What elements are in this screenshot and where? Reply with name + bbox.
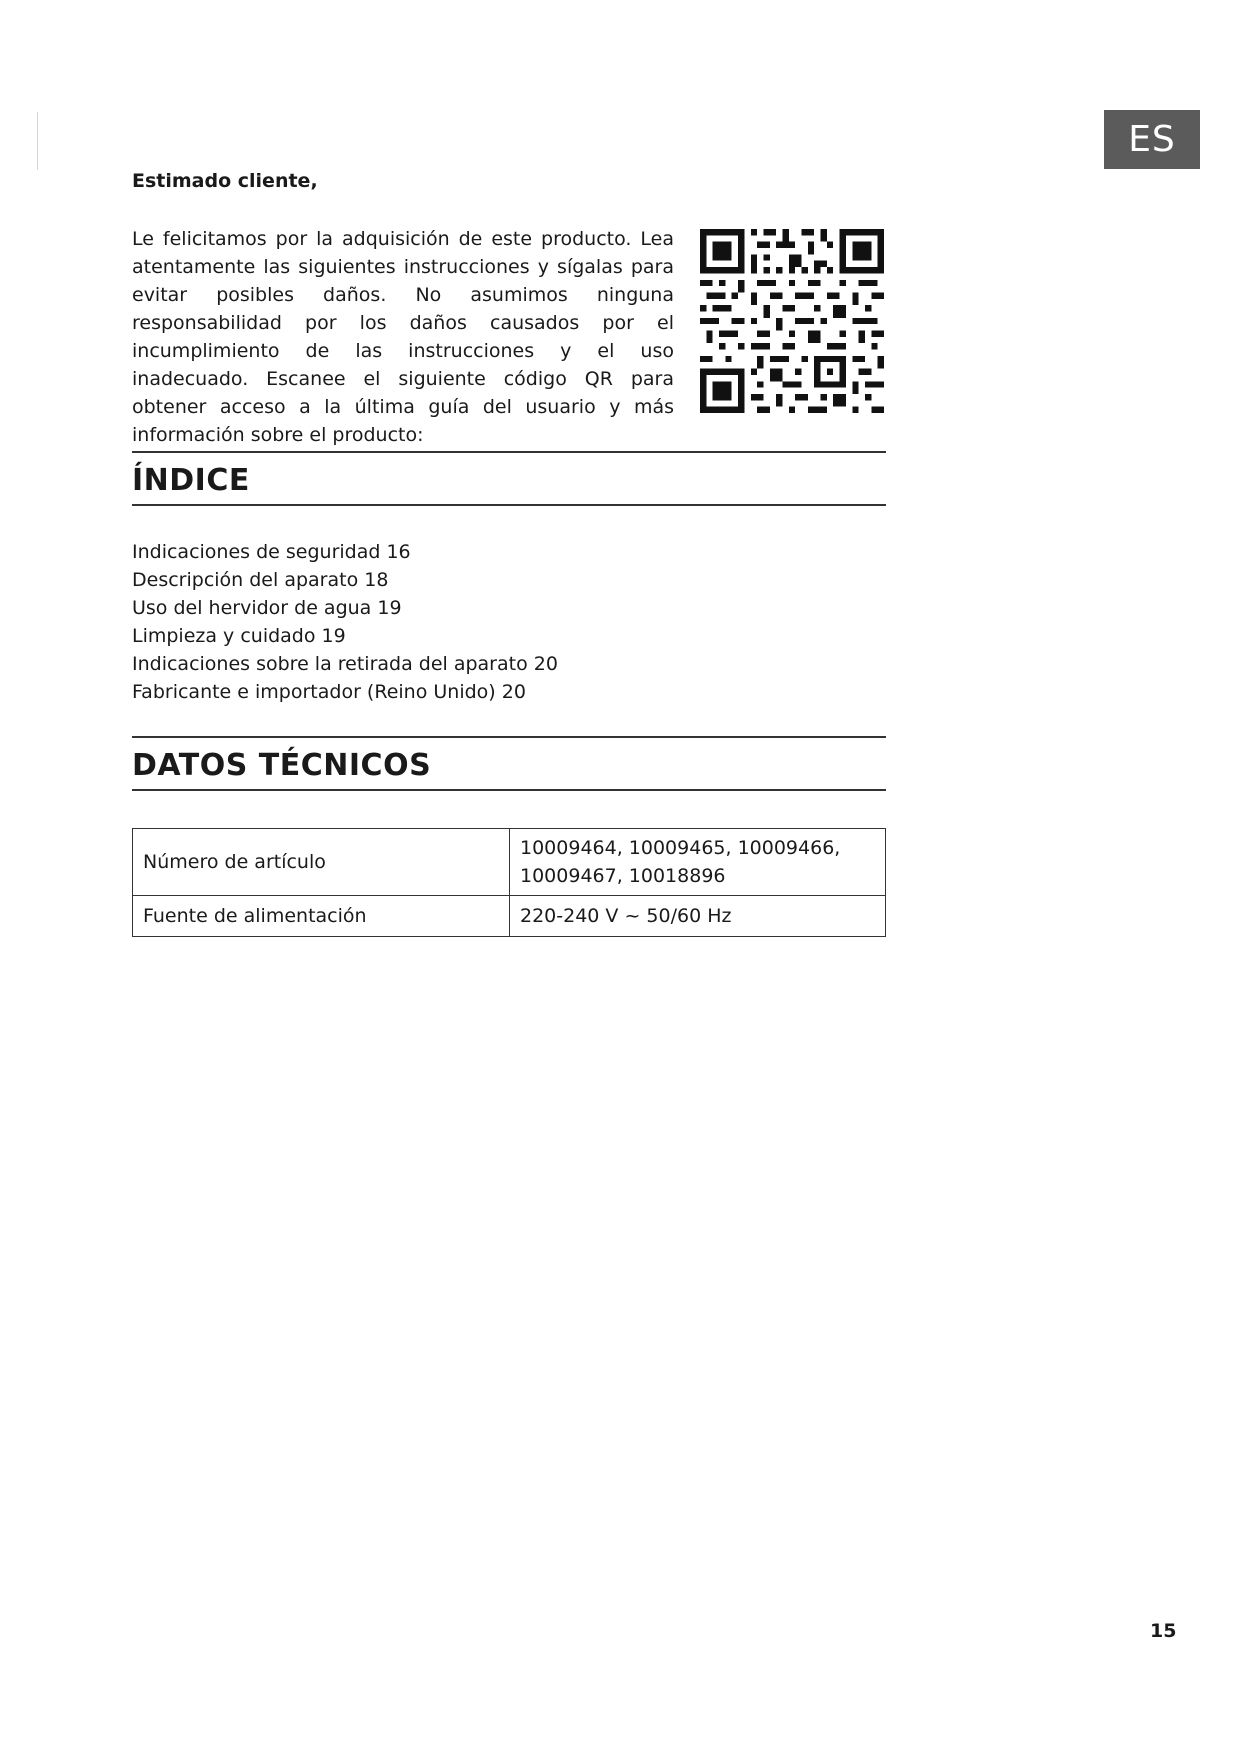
tech-specs-table	[132, 828, 886, 937]
page-number: 15	[1150, 1620, 1177, 1642]
spec-value-article-number: 10009464, 10009465, 10009466, 10009467, 10018896	[510, 829, 886, 896]
tech-title: DATOS TÉCNICOS	[132, 748, 432, 783]
tech-bottom-rule	[132, 789, 886, 791]
index-item[interactable]: Uso del hervidor de agua 19	[132, 597, 402, 619]
spec-label-article-number: Número de artículo	[133, 829, 510, 896]
index-item[interactable]: Fabricante e importador (Reino Unido) 20	[132, 681, 526, 703]
table-row	[133, 829, 886, 896]
index-list	[132, 538, 558, 706]
language-badge: ES	[1104, 110, 1200, 169]
index-title: ÍNDICE	[132, 463, 250, 498]
index-item[interactable]: Descripción del aparato 18	[132, 569, 389, 591]
index-item[interactable]: Indicaciones sobre la retirada del aparato 20	[132, 653, 558, 675]
intro-paragraph: Le felicitamos por la adquisición de este producto. Lea atentamente las siguientes instrucciones y sígalas para evitar posibles daños. No asumimos ninguna responsabilidad por los daños causados por el incumplimiento de las instrucciones y el uso inadecuado. Escanee el siguiente código QR para obtener acceso a la última guía del usuario y más información sobre el producto:	[132, 228, 674, 446]
margin-rule	[37, 112, 38, 170]
table-row	[133, 896, 886, 937]
index-top-rule	[132, 451, 886, 453]
qr-code-icon[interactable]	[700, 229, 884, 413]
spec-value-power-supply: 220-240 V ~ 50/60 Hz	[510, 896, 886, 937]
index-item[interactable]: Indicaciones de seguridad 16	[132, 541, 411, 563]
greeting: Estimado cliente,	[132, 170, 318, 192]
tech-top-rule	[132, 736, 886, 738]
index-bottom-rule	[132, 504, 886, 506]
spec-label-power-supply: Fuente de alimentación	[133, 896, 510, 937]
index-item[interactable]: Limpieza y cuidado 19	[132, 625, 346, 647]
